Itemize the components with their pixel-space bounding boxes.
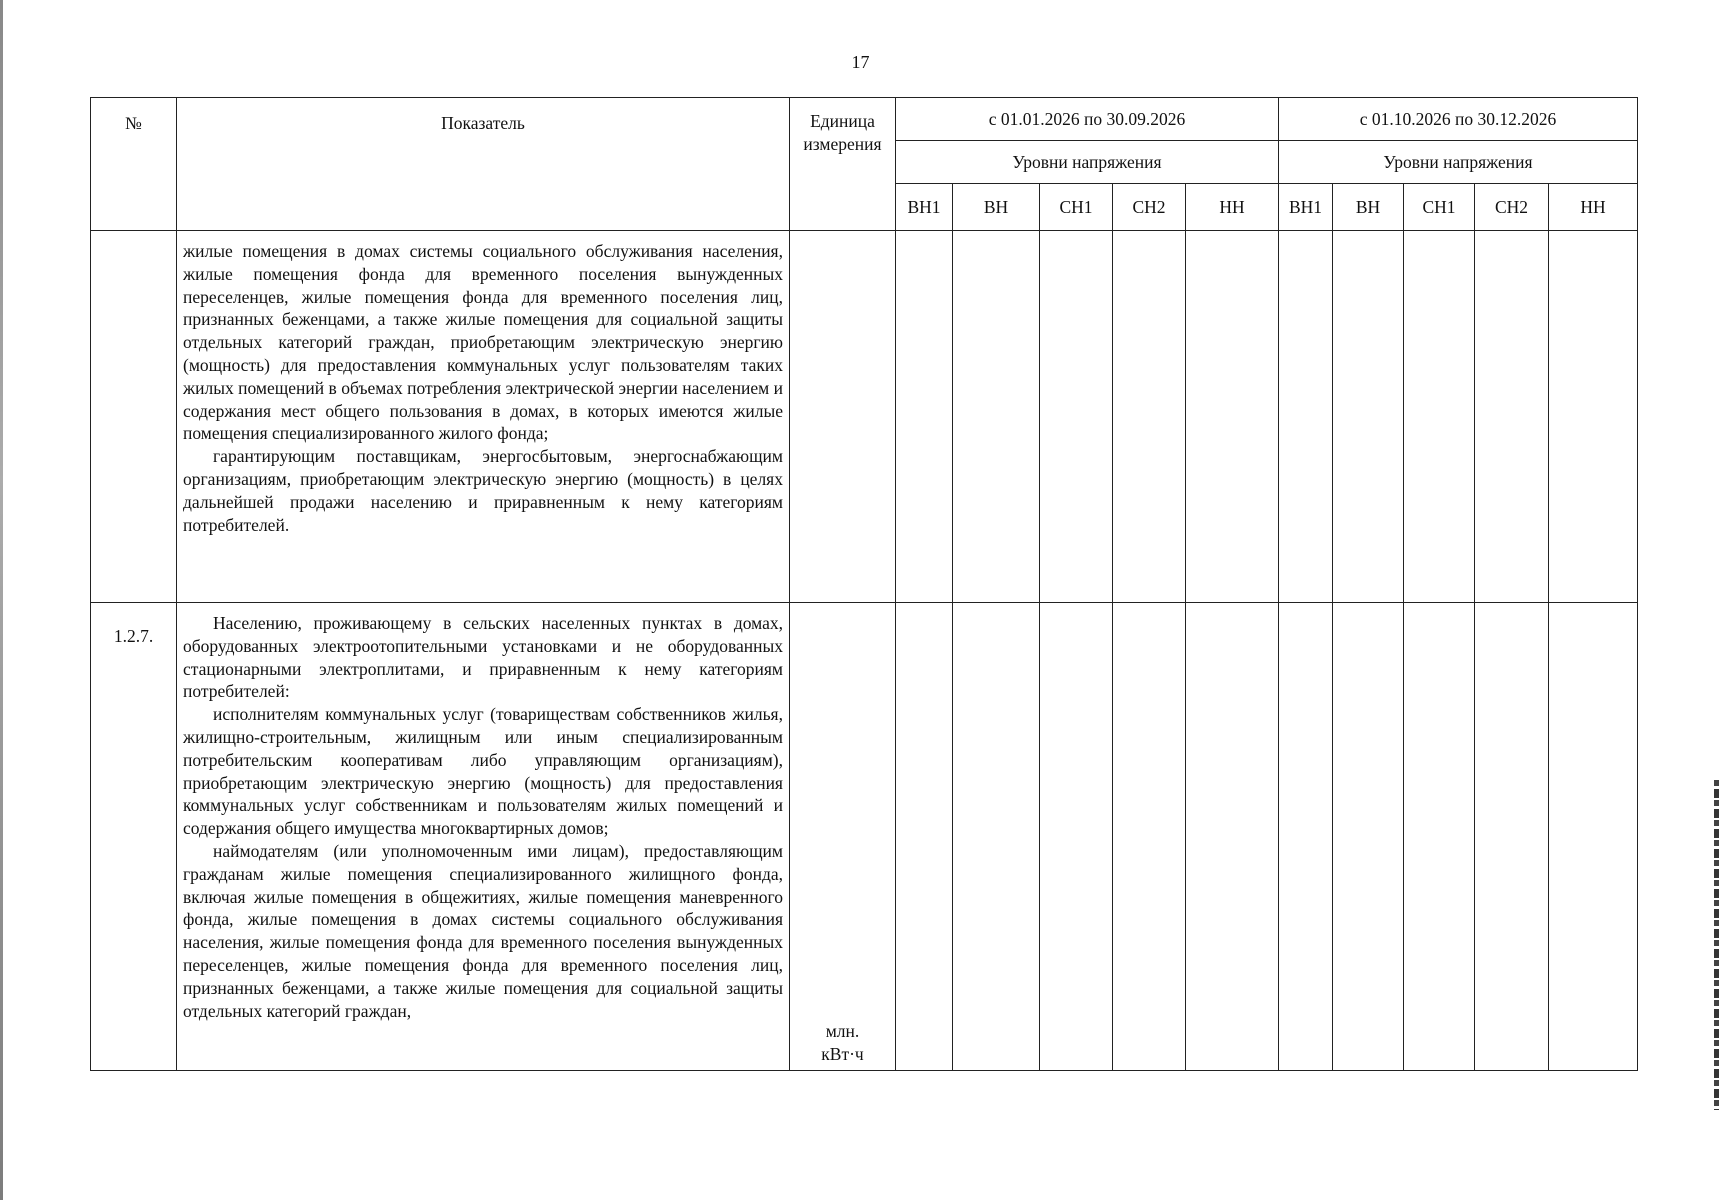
row-paragraph: жилые помещения в домах системы социального обслуживания населения, жилые помещения фонда для временного поселения вынужденных переселенцев, жилые помещения фонда для временного поселения лиц, признанных беженцами, а также жилые помещения для социальной защиты отдельных категорий граждан, приобретающим электрическую энергию (мощность) для предоставления коммунальных услуг пользователям таких жилых помещений в объемах потребления электрической энергии населением и содержания мест общего пользования в домах, в которых имеются жилые помещения специализированного жилого фонда; — [183, 241, 783, 444]
header-level-sn1: СН1 — [1404, 184, 1475, 231]
header-voltage-levels-1: Уровни напряжения — [896, 141, 1279, 184]
row-indicator-text — [177, 603, 790, 1071]
table-row — [91, 603, 1638, 1071]
value-cell — [1475, 231, 1549, 603]
row-number — [91, 231, 177, 603]
row-paragraph: наймодателям (или уполномоченным ими лицам), предоставляющим гражданам жилые помещения специализированного жилищного фонда, включая жилые помещения в общежитиях, жилые помещения маневренного фонда, жилые помещения в домах системы социального обслуживания населения, жилые помещения фонда для временного поселения вынужденных переселенцев, жилые помещения фонда для временного поселения лиц, признанных беженцами, а также жилые помещения для социальной защиты отдельных категорий граждан, — [183, 840, 783, 1021]
header-level-nn: НН — [1549, 184, 1638, 231]
value-cell — [1475, 603, 1549, 1071]
header-level-vn1: ВН1 — [1279, 184, 1333, 231]
row-number: 1.2.7. — [91, 603, 177, 1071]
row-paragraph: Населению, проживающему в сельских населенных пунктах в домах, оборудованных электроотопительными установками и не оборудованных стационарными электроплитами, и приравненным к нему категориям потребителей: — [183, 613, 783, 702]
page-number: 17 — [851, 52, 870, 72]
value-cell — [1549, 603, 1638, 1071]
value-cell — [1549, 231, 1638, 603]
value-cell — [1404, 231, 1475, 603]
value-cell — [1333, 231, 1404, 603]
header-level-vn1: ВН1 — [896, 184, 953, 231]
header-unit: Единица измерения — [790, 98, 896, 231]
value-cell — [1113, 603, 1186, 1071]
unit-line: кВт·ч — [821, 1044, 864, 1065]
value-cell — [1113, 231, 1186, 603]
header-level-vn: ВН — [953, 184, 1040, 231]
header-level-vn: ВН — [1333, 184, 1404, 231]
value-cell — [1040, 231, 1113, 603]
value-cell — [1279, 231, 1333, 603]
header-level-nn: НН — [1186, 184, 1279, 231]
value-cell — [953, 231, 1040, 603]
header-level-sn2: СН2 — [1113, 184, 1186, 231]
unit-line: млн. — [825, 1021, 860, 1042]
table-row — [91, 231, 1638, 603]
header-level-sn2: СН2 — [1475, 184, 1549, 231]
header-period-2: с 01.10.2026 по 30.12.2026 — [1279, 98, 1638, 141]
header-number: № — [91, 98, 177, 231]
row-paragraph: гарантирующим поставщикам, энергосбытовым, энергоснабжающим организациям, приобретающим электрическую энергию (мощность) в целях дальнейшей продажи населению и приравненным к нему категориям потребителей. — [183, 446, 783, 535]
header-period-1: с 01.01.2026 по 30.09.2026 — [896, 98, 1279, 141]
header-voltage-levels-2: Уровни напряжения — [1279, 141, 1638, 184]
row-indicator-text — [177, 231, 790, 603]
value-cell — [896, 603, 953, 1071]
scan-edge-left — [0, 0, 3, 1200]
value-cell — [1186, 603, 1279, 1071]
row-unit — [790, 231, 896, 603]
row-paragraph: исполнителям коммунальных услуг (товариществам собственников жилья, жилищно-строительным, жилищным или иным специализированным потребительским кооперативам либо управляющим организациям), приобретающим электрическую энергию (мощность) для предоставления коммунальных услуг собственникам и пользователям жилых помещений и содержания общего имущества многоквартирных домов; — [183, 704, 783, 839]
tariff-table — [90, 97, 1638, 1071]
value-cell — [896, 231, 953, 603]
value-cell — [1279, 603, 1333, 1071]
scan-edge-right — [1714, 780, 1719, 1110]
header-indicator: Показатель — [177, 98, 790, 231]
value-cell — [1186, 231, 1279, 603]
value-cell — [1404, 603, 1475, 1071]
value-cell — [1040, 603, 1113, 1071]
value-cell — [953, 603, 1040, 1071]
value-cell — [1333, 603, 1404, 1071]
header-level-sn1: СН1 — [1040, 184, 1113, 231]
row-unit — [790, 603, 896, 1071]
